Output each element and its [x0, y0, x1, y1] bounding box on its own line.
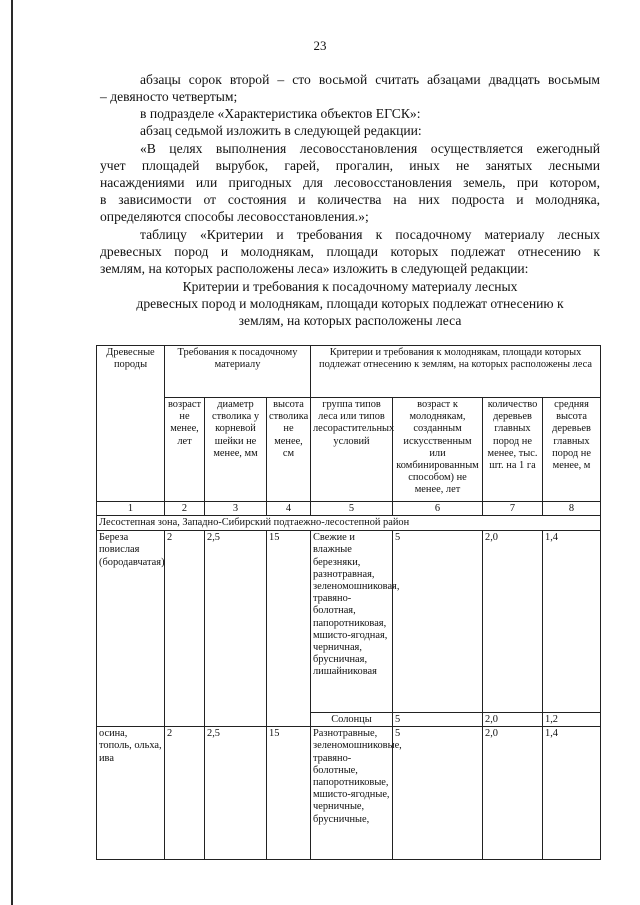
table-title-line: древесных пород и молоднякам, площади которых подлежат отнесению к — [136, 296, 564, 311]
quote-line: в зависимости от состояния и количества на них подроста и молодняка, — [100, 192, 600, 207]
cell-forest-type: Солонцы — [311, 713, 393, 727]
cell-age: 2 — [165, 531, 205, 727]
table-intro-line: землям, на которых расположены леса» изложить в следующей редакции: — [100, 261, 529, 276]
paragraph-line: абзац седьмой изложить в следующей редакции: — [140, 123, 422, 138]
cell-species: осина, тополь, ольха, ива — [97, 727, 165, 860]
column-number: 8 — [543, 502, 601, 516]
cell-forest-type: Разнотравные, зеленомошниковые, травяно-болотные, папоротниковые, мшисто-ягодные, черничные, брусничные, — [311, 727, 393, 860]
header-young-age: возраст к молоднякам, созданным искусственным или комбинированным способом) не менее, лет — [393, 398, 483, 502]
table-intro-line: древесных пород и молоднякам, площади которых подлежат отнесению к — [100, 244, 600, 259]
quote-line: определяются способы лесовосстановления.»; — [100, 209, 369, 224]
criteria-table — [96, 345, 601, 860]
cell-diameter: 2,5 — [205, 727, 267, 860]
page-left-border — [11, 0, 13, 905]
cell-diameter: 2,5 — [205, 531, 267, 727]
cell-forest-type: Свежие и влажные березняки, разнотравная, зеленомошниковая, травяно-болотная, папоротниковая, мшисто-ягодная, черничная, брусничная, лишайниковая — [311, 531, 393, 713]
quote-line: насаждениями или пригодных для лесовосстановления земель, при котором, — [100, 175, 600, 190]
header-species: Древесные породы — [97, 346, 165, 502]
column-number: 7 — [483, 502, 543, 516]
quote-line: «В целях выполнения лесовосстановления осуществляется ежегодный — [140, 141, 600, 156]
paragraph-line: абзацы сорок второй – сто восьмой считать абзацами двадцать восьмым — [140, 72, 600, 87]
quote-line: учет площадей вырубок, гарей, прогалин, иных не занятых лесными — [100, 158, 600, 173]
cell-species: Береза повислая (бородавчатая) — [97, 531, 165, 727]
cell-avg-height: 1,4 — [543, 531, 601, 713]
cell-young-age: 5 — [393, 713, 483, 727]
zone-row: Лесостепная зона, Западно-Сибирский подтаежно-лесостепной район — [97, 516, 601, 531]
table-title-line: Критерии и требования к посадочному материалу лесных — [182, 279, 518, 294]
cell-avg-height: 1,2 — [543, 713, 601, 727]
cell-tree-count: 2,0 — [483, 531, 543, 713]
header-planting-requirements: Требования к посадочному материалу — [165, 346, 311, 398]
header-avg-height: средняя высота деревьев главных пород не менее, м — [543, 398, 601, 502]
paragraph-line: – девяносто четвертым; — [100, 89, 238, 104]
cell-tree-count: 2,0 — [483, 713, 543, 727]
header-diameter: диаметр стволика у корневой шейки не менее, мм — [205, 398, 267, 502]
column-number: 4 — [267, 502, 311, 516]
header-height: высота стволика не менее, см — [267, 398, 311, 502]
cell-young-age: 5 — [393, 727, 483, 860]
page-number: 23 — [313, 38, 327, 53]
cell-height: 15 — [267, 727, 311, 860]
cell-tree-count: 2,0 — [483, 727, 543, 860]
table-intro-line: таблицу «Критерии и требования к посадочному материалу лесных — [140, 227, 600, 242]
header-forest-type: группа типов леса или типов лесорастительных условий — [311, 398, 393, 502]
table-row — [97, 531, 601, 713]
header-tree-count: количество деревьев главных пород не менее, тыс. шт. на 1 га — [483, 398, 543, 502]
cell-age: 2 — [165, 727, 205, 860]
column-number: 1 — [97, 502, 165, 516]
column-number: 5 — [311, 502, 393, 516]
cell-young-age: 5 — [393, 531, 483, 713]
column-number: 6 — [393, 502, 483, 516]
table-row — [97, 727, 601, 860]
header-young-stand-criteria: Критерии и требования к молоднякам, площади которых подлежат отнесению к землям, на которых расположены леса — [311, 346, 601, 398]
header-age: возраст не менее, лет — [165, 398, 205, 502]
cell-height: 15 — [267, 531, 311, 727]
table-title-line: землям, на которых расположены леса — [238, 313, 462, 328]
column-number: 3 — [205, 502, 267, 516]
paragraph-line: в подразделе «Характеристика объектов ЕГСК»: — [140, 106, 421, 121]
column-number: 2 — [165, 502, 205, 516]
cell-avg-height: 1,4 — [543, 727, 601, 860]
